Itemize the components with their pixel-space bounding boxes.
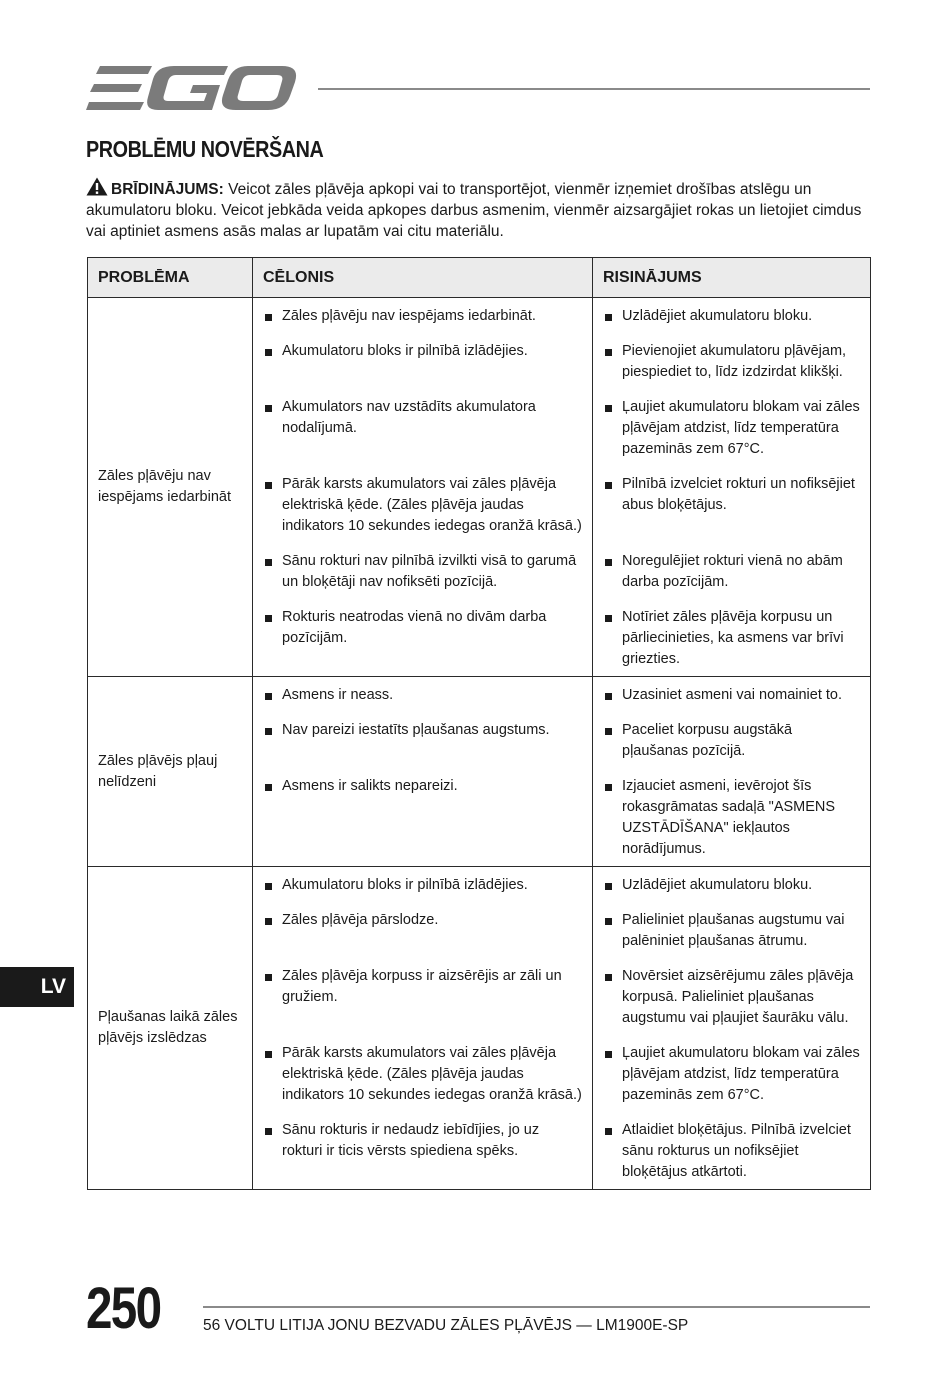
solution-item: Ļaujiet akumulatoru blokam vai zāles pļāvējam atdzist, līdz temperatūra pazeminās zem 67°C. [603,1043,860,1106]
solution-item: Notīriet zāles pļāvēja korpusu un pārliecinieties, ka asmens var brīvi griezties. [603,607,860,670]
table-row [88,677,871,867]
language-tab: LV [0,967,74,1007]
cause-item: Rokturis neatrodas vienā no divām darba pozīcijām. [263,607,582,670]
warning-text: Veicot zāles pļāvēja apkopi vai to transportējot, vienmēr izņemiet drošības atslēgu un akumulatoru bloku. Veicot jebkāda veida apkopes darbus asmenim, vienmēr aizsargājiet rokas un lietojiet cimdus vai aptiniet asmens asās malas ar lupatām vai citu materiālu. [86,181,862,240]
cause-item: Akumulatoru bloks ir pilnībā izlādējies. [263,341,582,383]
solution-cell [593,677,871,867]
troubleshooting-table [87,257,871,1190]
cause-item: Zāles pļāvēju nav iespējams iedarbināt. [263,306,582,327]
cause-item: Sānu rokturi nav pilnībā izvilkti visā to garumā un bloķētāji nav nofiksēti pozīcijā. [263,551,582,593]
cause-item: Pārāk karsts akumulators vai zāles pļāvēja elektriskā ķēde. (Zāles pļāvēja jaudas indikators 10 sekundes iedegas oranžā krāsā.) [263,474,582,537]
cause-item: Nav pareizi iestatīts pļaušanas augstums. [263,720,582,762]
solution-item: Pievienojiet akumulatoru pļāvējam, piespiediet to, līdz izdzirdat klikšķi. [603,341,860,383]
header-rule [318,88,870,90]
warning-label: BRĪDINĀJUMS: [111,181,224,198]
table-row [88,867,871,1190]
solution-item: Paceliet korpusu augstākā pļaušanas pozīcijā. [603,720,860,762]
cause-item: Akumulators nav uzstādīts akumulatora nodalījumā. [263,397,582,460]
cause-cell [253,867,593,1190]
solution-item: Atlaidiet bloķētājus. Pilnībā izvelciet sānu rokturus un nofiksējiet bloķētājus atkārtoti. [603,1120,860,1183]
warning-triangle-icon [86,177,108,196]
ego-logo [86,64,298,114]
solution-item: Ļaujiet akumulatoru blokam vai zāles pļāvējam atdzist, līdz temperatūra pazeminās zem 67°C. [603,397,860,460]
solution-list [603,685,860,860]
cause-list [263,685,582,860]
cause-list [263,875,582,1183]
column-header-problem: PROBLĒMA [88,258,253,298]
column-header-solution: RISINĀJUMS [593,258,871,298]
problem-cell: Zāles pļāvējs pļauj nelīdzeni [88,677,253,867]
solution-cell [593,298,871,677]
problem-cell: Zāles pļāvēju nav iespējams iedarbināt [88,298,253,677]
page-number: 250 [86,1276,161,1341]
cause-cell [253,677,593,867]
footer-rule [203,1306,870,1308]
cause-list [263,306,582,670]
page-title: PROBLĒMU NOVĒRŠANA [86,136,324,162]
cause-item: Asmens ir neass. [263,685,582,706]
cause-item: Pārāk karsts akumulators vai zāles pļāvēja elektriskā ķēde. (Zāles pļāvēja jaudas indikators 10 sekundes iedegas oranžā krāsā.) [263,1043,582,1106]
column-header-cause: CĒLONIS [253,258,593,298]
solution-item: Pilnībā izvelciet rokturi un nofiksējiet abus bloķētājus. [603,474,860,537]
solution-item: Uzlādējiet akumulatoru bloku. [603,306,860,327]
solution-item: Uzasiniet asmeni vai nomainiet to. [603,685,860,706]
cause-item: Zāles pļāvēja pārslodze. [263,910,582,952]
cause-item: Akumulatoru bloks ir pilnībā izlādējies. [263,875,582,896]
solution-list [603,875,860,1183]
table-header-row [88,258,871,298]
table-row [88,298,871,677]
cause-item: Sānu rokturis ir nedaudz iebīdījies, jo uz rokturi ir ticis vērsts spiediena spēks. [263,1120,582,1183]
footer-product-title: 56 VOLTU LITIJA JONU BEZVADU ZĀLES PĻĀVĒJS — LM1900E-SP [203,1317,689,1334]
solution-list [603,306,860,670]
solution-item: Noregulējiet rokturi vienā no abām darba pozīcijām. [603,551,860,593]
warning-notice [86,177,870,242]
cause-item: Asmens ir salikts nepareizi. [263,776,582,860]
cause-item: Zāles pļāvēja korpuss ir aizsērējis ar zāli un gružiem. [263,966,582,1029]
cause-cell [253,298,593,677]
solution-item: Uzlādējiet akumulatoru bloku. [603,875,860,896]
solution-item: Izjauciet asmeni, ievērojot šīs rokasgrāmatas sadaļā "ASMENS UZSTĀDĪŠANA" iekļautos norādījumus. [603,776,860,860]
problem-cell: Pļaušanas laikā zāles pļāvējs izslēdzas [88,867,253,1190]
solution-item: Palieliniet pļaušanas augstumu vai palēniniet pļaušanas ātrumu. [603,910,860,952]
solution-cell [593,867,871,1190]
solution-item: Novērsiet aizsērējumu zāles pļāvēja korpusā. Palieliniet pļaušanas augstumu vai pļaujiet šaurāku vālu. [603,966,860,1029]
